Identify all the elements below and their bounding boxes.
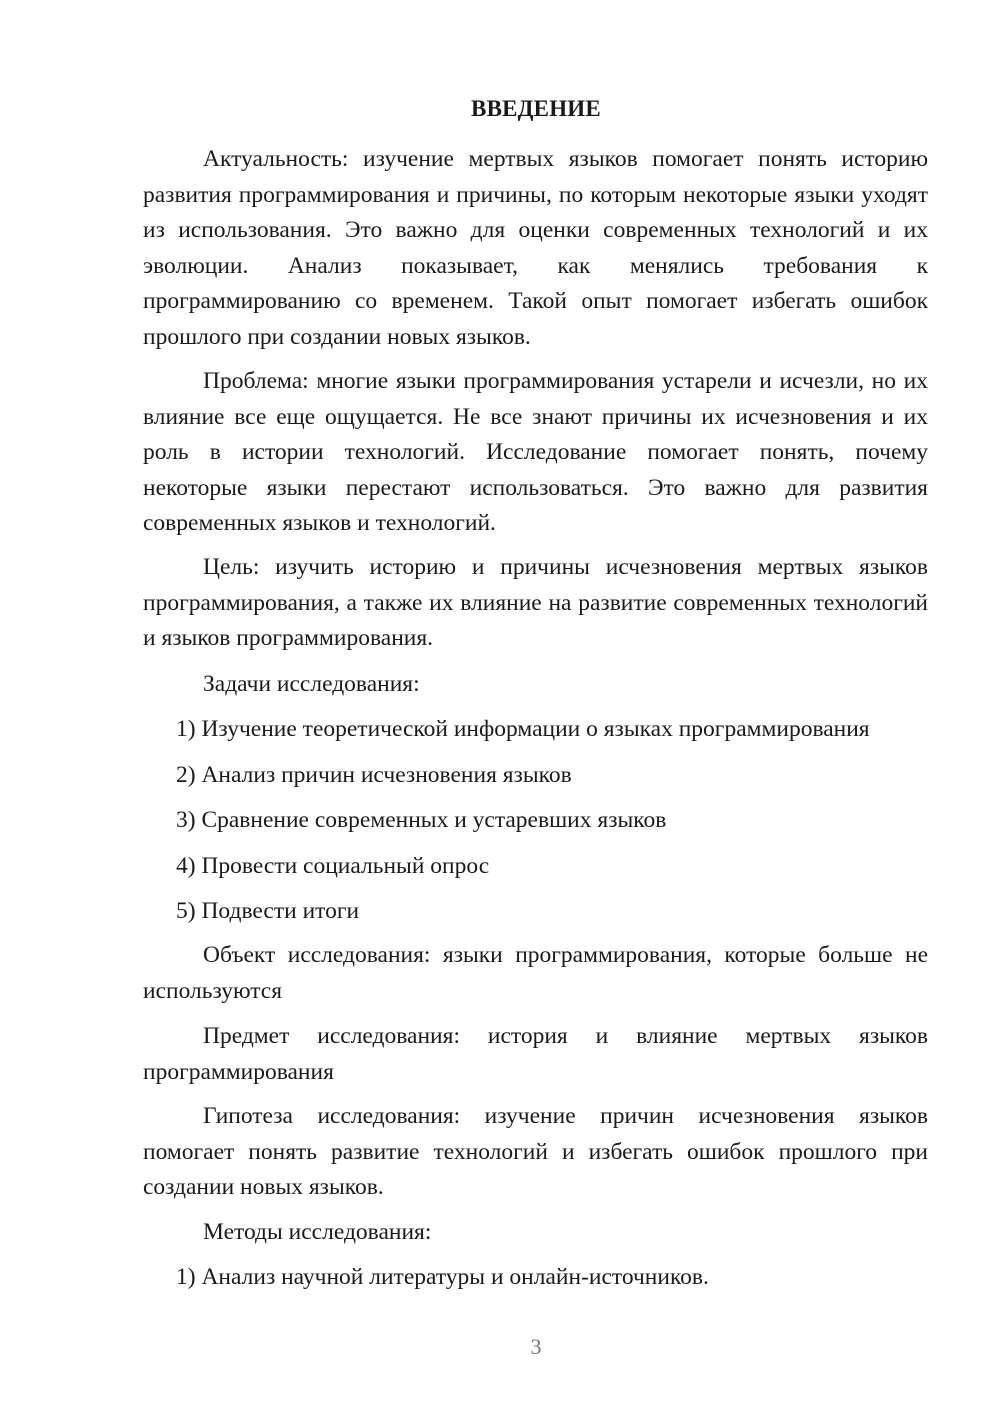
task-item: 5) Подвести итоги (176, 898, 360, 924)
task-item: 1) Изучение теоретической информации о языках программирования (176, 716, 870, 742)
task-item: 4) Провести социальный опрос (176, 852, 490, 879)
subject-block (143, 1019, 928, 1090)
goal-block (143, 550, 928, 657)
page-title: ВВЕДЕНИЕ (471, 96, 601, 121)
relevance-paragraph: Актуальность: изучение мертвых языков помогает понять историю развития программирования и причины, по которым некоторые языки уходят из использования. Это важно для оценки современных технологий и их эволюции. Анализ показывает, как менялись требования к программированию со временем. Такой опыт помогает избегать ошибок прошлого при создании новых языков. (143, 146, 928, 350)
hypothesis-paragraph: Гипотеза исследования: изучение причин исчезновения языков помогает понять развитие технологий и избегать ошибок прошлого при создании новых языков. (143, 1103, 928, 1200)
methods-heading-block (143, 1215, 928, 1251)
goal-paragraph: Цель: изучить историю и причины исчезновения мертвых языков программирования, а также их влияние на развитие современных технологий и языков программирования. (143, 554, 928, 651)
tasks-list (143, 712, 928, 930)
hypothesis-block (143, 1099, 928, 1206)
method-item: 1) Анализ научной литературы и онлайн-источников. (176, 1264, 709, 1290)
tasks-heading-block (143, 667, 928, 703)
methods-list (143, 1260, 928, 1296)
object-paragraph: Объект исследования: языки программирования, которые больше не используются (143, 942, 928, 1004)
subject-paragraph: Предмет исследования: история и влияние мертвых языков программирования (143, 1023, 928, 1085)
task-item: 3) Сравнение современных и устаревших языков (176, 807, 667, 833)
problem-paragraph: Проблема: многие языки программирования устарели и исчезли, но их влияние все еще ощущается. Не все знают причины их исчезновения и их роль в истории технологий. Исследование помогает понять, почему некоторые языки перестают использоваться. Это важно для развития современных языков и технологий. (143, 368, 928, 536)
object-block (143, 938, 928, 1009)
relevance-block (143, 142, 928, 355)
problem-block (143, 364, 928, 542)
methods-heading: Методы исследования: (203, 1219, 432, 1245)
page-number: 3 (530, 1334, 542, 1359)
tasks-heading: Задачи исследования: (203, 671, 420, 697)
task-item: 2) Анализ причин исчезновения языков (176, 761, 572, 788)
